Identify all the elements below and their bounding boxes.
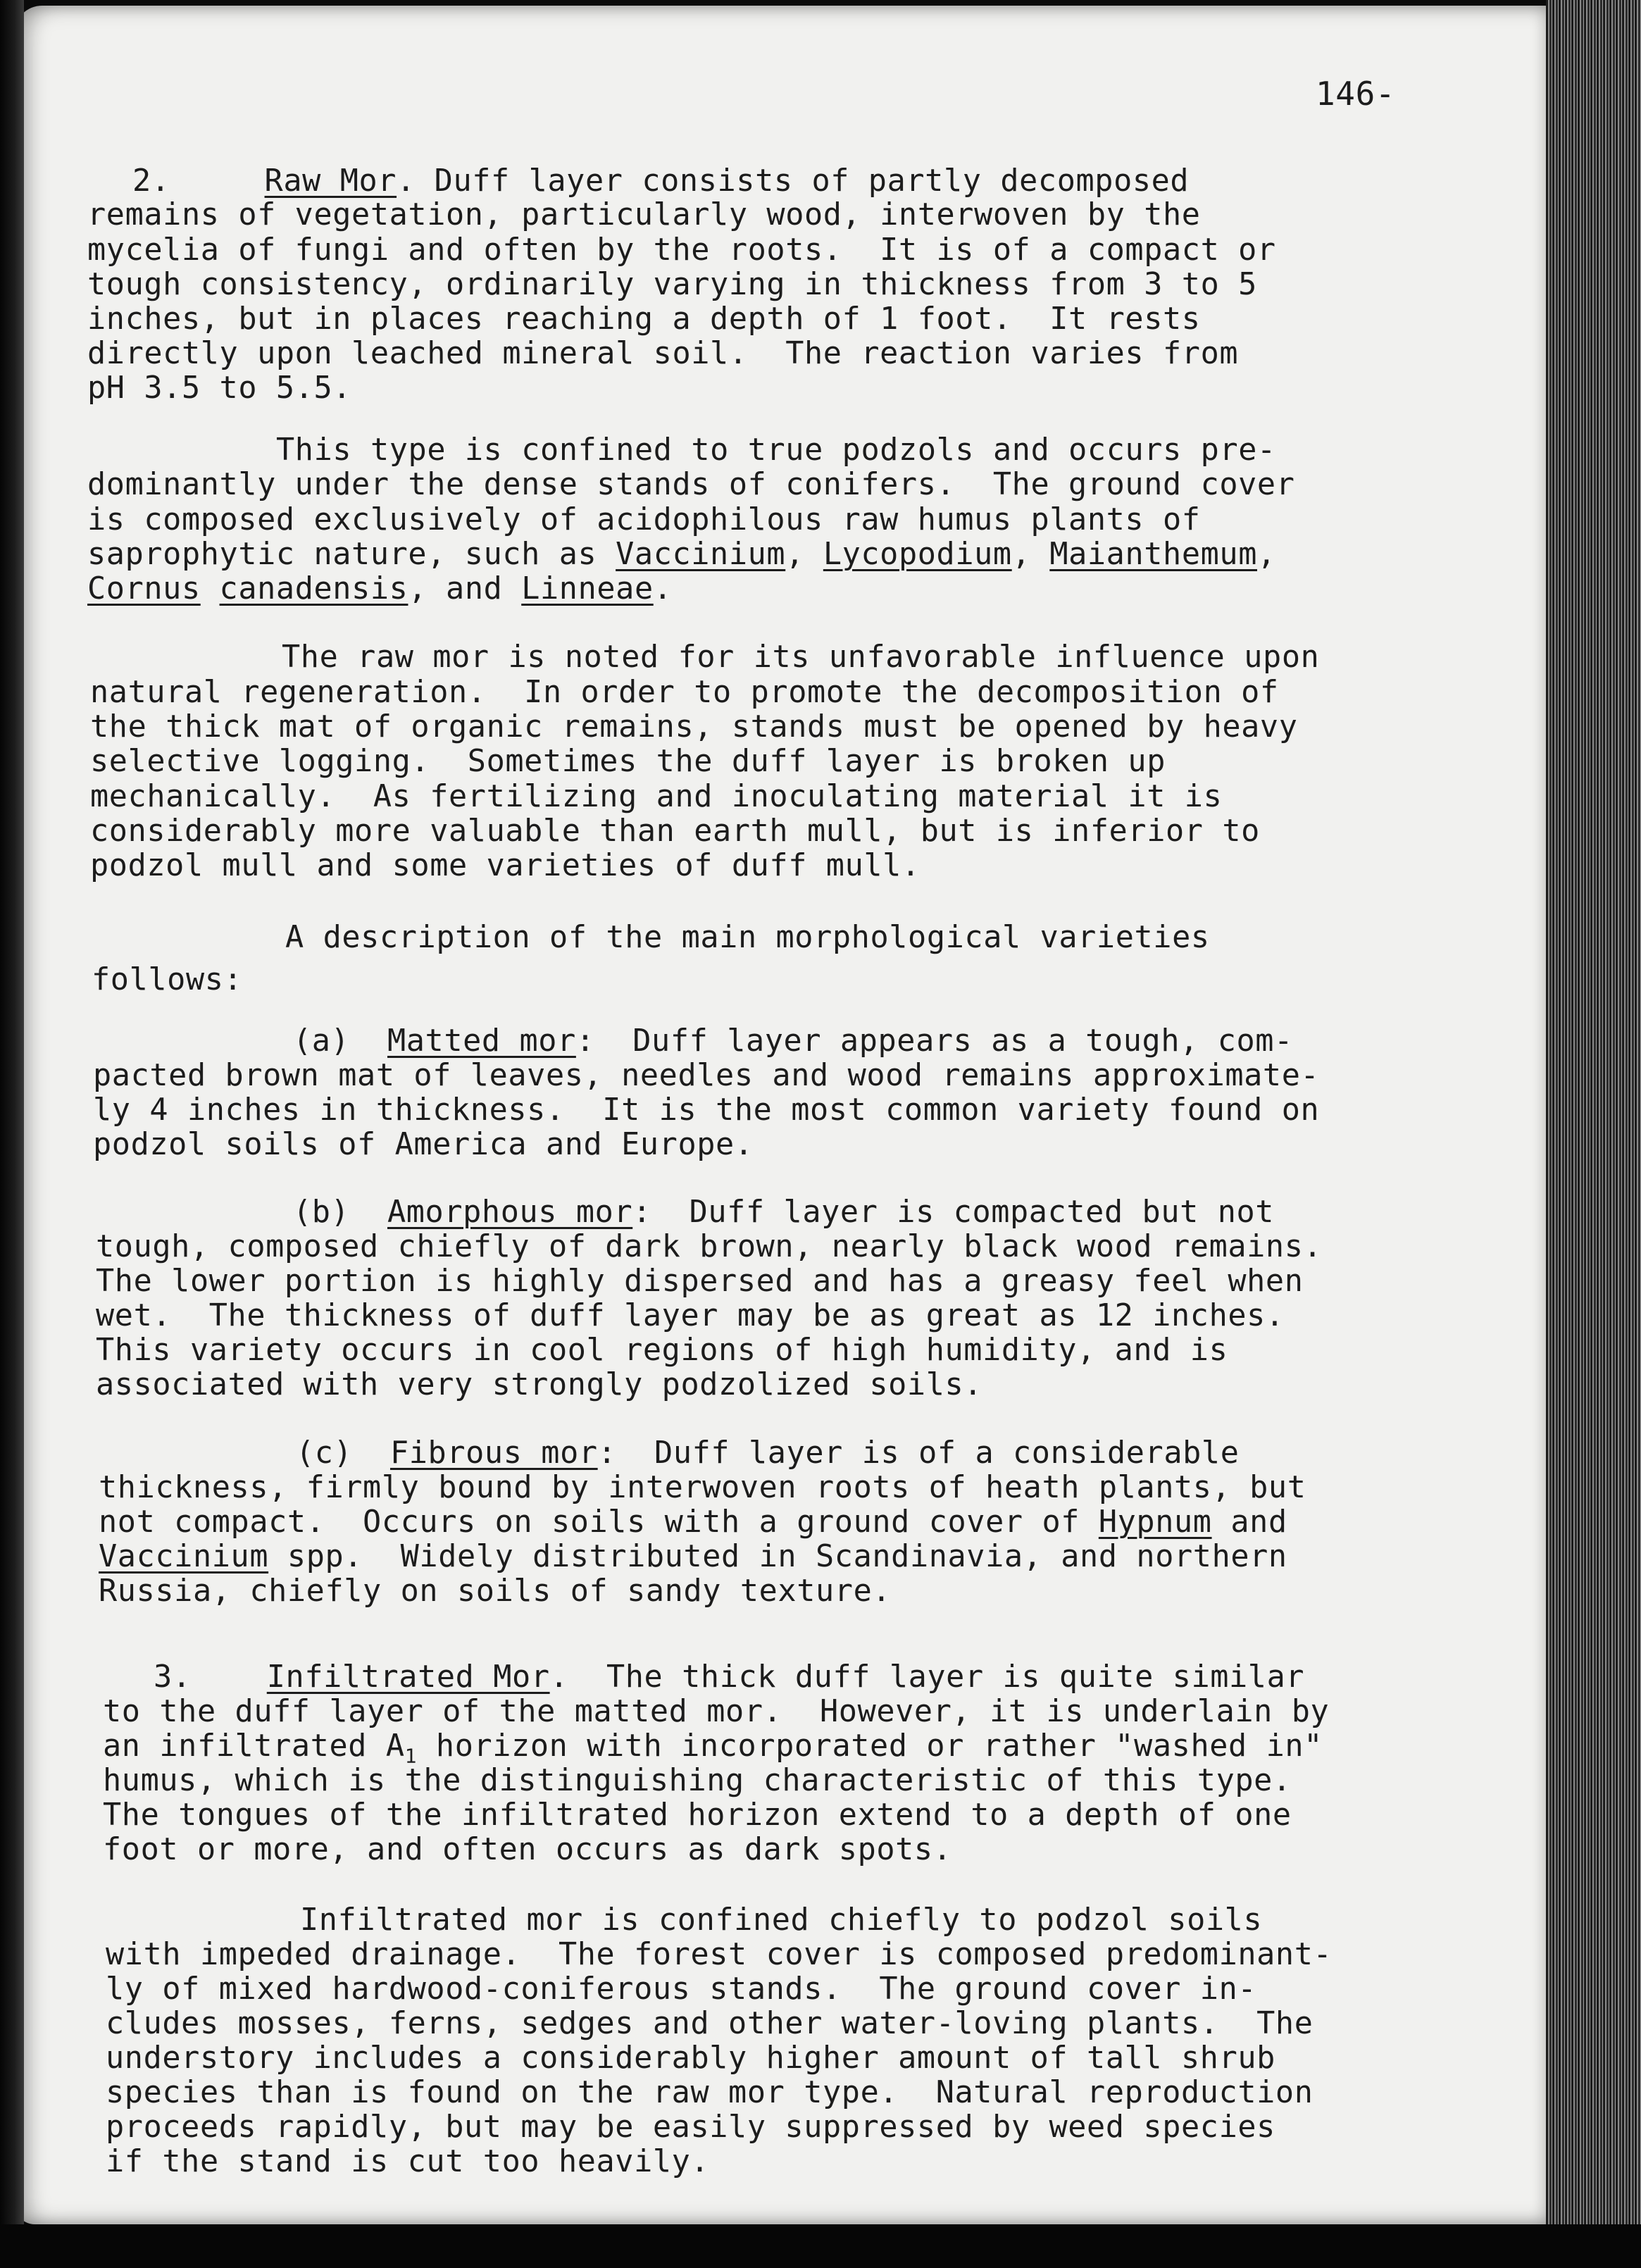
variety-c-line-1: (c) Fibrous mor: Duff layer is of a considerable [296, 1435, 1240, 1471]
text-line: inches, but in places reaching a depth of 1 foot. It rests [87, 301, 1201, 337]
text-line: understory includes a considerably higher amount of tall shrub [106, 2040, 1275, 2076]
text-line: mycelia of fungi and often by the roots. It is of a compact or [87, 232, 1276, 268]
page-edges [1546, 0, 1641, 2236]
text-line: wet. The thickness of duff layer may be as great as 12 inches. [96, 1298, 1285, 1333]
variety-label: (a) [293, 1023, 350, 1059]
species-name: canadensis [219, 571, 408, 606]
text-line-species: Vaccinium spp. Widely distributed in Scandinavia, and northern [99, 1539, 1287, 1574]
text-line-species: not compact. Occurs on soils with a ground cover of Hypnum and [99, 1504, 1287, 1540]
text-line: foot or more, and often occurs as dark spots. [103, 1832, 952, 1867]
text-line: This variety occurs in cool regions of high humidity, and is [96, 1333, 1228, 1368]
text-line: The tongues of the infiltrated horizon extend to a depth of one [103, 1797, 1292, 1833]
text-line: dominantly under the dense stands of conifers. The ground cover [87, 467, 1295, 502]
text-line: pacted brown mat of leaves, needles and wood remains approximate- [93, 1058, 1320, 1093]
text-line: cludes mosses, ferns, sedges and other water-loving plants. The [106, 2006, 1314, 2041]
species-name: Vaccinium [616, 537, 786, 572]
section-2-line-1: 2. Raw Mor. Duff layer consists of partly decomposed [132, 163, 1190, 199]
text-line: humus, which is the distinguishing characteristic of this type. [103, 1763, 1292, 1798]
text-line: The lower portion is highly dispersed and has a greasy feel when [96, 1264, 1304, 1299]
text-line: follows: [92, 962, 243, 997]
text-line-species: saprophytic nature, such as Vaccinium, Lycopodium, Maianthemum, [87, 537, 1276, 572]
text-line: This type is confined to true podzols and occurs pre- [276, 432, 1276, 468]
text-line: the thick mat of organic remains, stands must be opened by heavy [90, 709, 1298, 744]
text-line: podzol mull and some varieties of duff mull. [90, 848, 921, 883]
species-name: Cornus [87, 571, 201, 606]
text-line: with impeded drainage. The forest cover is composed predominant- [106, 1937, 1333, 1972]
text-line: ly 4 inches in thickness. It is the most common variety found on [93, 1092, 1320, 1128]
text-line: podzol soils of America and Europe. [93, 1127, 754, 1162]
text-line: remains of vegetation, particularly wood, interwoven by the [87, 197, 1201, 232]
variety-name: Amorphous mor [387, 1195, 633, 1230]
text-line: ly of mixed hardwood-coniferous stands. The ground cover in- [106, 1971, 1257, 2007]
variety-a-line-1: (a) Matted mor: Duff layer appears as a tough, com- [293, 1023, 1293, 1059]
section-3-line-1: 3. Infiltrated Mor. The thick duff layer is quite similar [154, 1659, 1305, 1695]
species-name: Linneae [521, 571, 654, 606]
text-line: if the stand is cut too heavily. [106, 2144, 710, 2179]
text-line: tough, composed chiefly of dark brown, nearly black wood remains. [96, 1229, 1323, 1264]
section-heading: Raw Mor [264, 163, 397, 199]
text-line: directly upon leached mineral soil. The reaction varies from [87, 336, 1239, 371]
species-name: Lycopodium [823, 537, 1012, 572]
variety-name: Fibrous mor [389, 1435, 598, 1471]
text-line: natural regeneration. In order to promote the decomposition of [90, 675, 1279, 710]
text-line: selective logging. Sometimes the duff layer is broken up [90, 744, 1166, 779]
text-line: considerably more valuable than earth mull, but is inferior to [90, 814, 1260, 849]
text-line: tough consistency, ordinarily varying in thickness from 3 to 5 [87, 267, 1257, 302]
text-line: to the duff layer of the matted mor. However, it is underlain by [103, 1694, 1330, 1729]
text-line-species: Cornus canadensis, and Linneae. [87, 571, 673, 606]
variety-label: (b) [293, 1195, 350, 1230]
text-line: associated with very strongly podzolized soils. [96, 1367, 983, 1402]
variety-label: (c) [296, 1435, 353, 1471]
text-line: is composed exclusively of acidophilous raw humus plants of [87, 502, 1201, 537]
species-name: Maianthemum [1049, 537, 1257, 572]
variety-b-line-1: (b) Amorphous mor: Duff layer is compacted but not [293, 1195, 1275, 1230]
text-line: The raw mor is noted for its unfavorable influence upon [282, 640, 1320, 675]
text-line: species than is found on the raw mor type. Natural reproduction [106, 2075, 1314, 2110]
page-number: 146- [1316, 75, 1396, 113]
text-line-subscript: an infiltrated $A_1$ horizon with incorporated or rather "washed in" [103, 1728, 1323, 1768]
text-line: pH 3.5 to 5.5. [87, 370, 352, 406]
species-name: Vaccinium [99, 1539, 269, 1574]
text-line: Infiltrated mor is confined chiefly to podzol soils [300, 1902, 1263, 1938]
section-heading: Infiltrated Mor [266, 1659, 550, 1695]
section-number: 3. [154, 1659, 192, 1695]
variety-name: Matted mor [387, 1023, 576, 1059]
text-line: A description of the main morphological varieties [285, 920, 1210, 955]
text-line: mechanically. As fertilizing and inoculating material it is [90, 779, 1223, 814]
text-line: thickness, firmly bound by interwoven roots of heath plants, but [99, 1470, 1306, 1505]
text-line: proceeds rapidly, but may be easily suppressed by weed species [106, 2110, 1275, 2145]
bottom-shadow [0, 2224, 1641, 2268]
section-number: 2. [132, 163, 170, 199]
species-name: Hypnum [1098, 1504, 1212, 1540]
text-line: Russia, chiefly on soils of sandy texture. [99, 1574, 892, 1609]
